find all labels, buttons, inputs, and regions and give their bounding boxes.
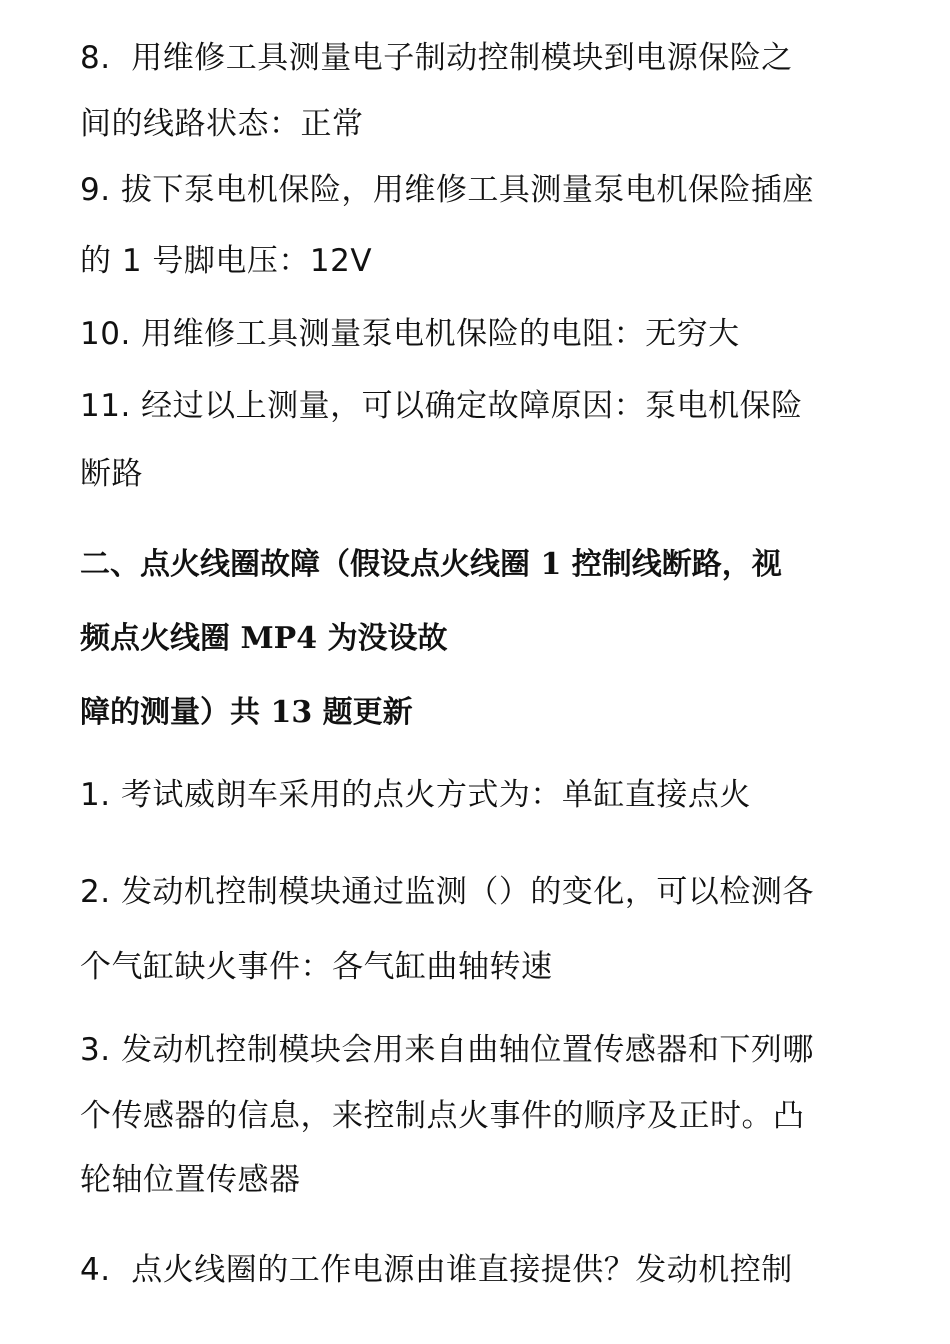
- item-text: 发动机控制模块会用来自曲轴位置传感器和下列哪: [120, 1032, 814, 1068]
- section-heading-line-2: 频点火线圈 MP4 为没设故: [80, 621, 448, 656]
- item-number: 11.: [80, 388, 131, 424]
- item-8-line-2: [80, 104, 364, 144]
- item-11-line-2: [80, 454, 143, 494]
- item-3-line-1: [80, 1030, 814, 1070]
- item-number: 4.: [80, 1252, 111, 1288]
- item-text: 用维修工具测量泵电机保险的电阻：无穷大: [141, 316, 740, 352]
- item-number: 9.: [80, 172, 111, 208]
- item-text: 断路: [80, 456, 143, 492]
- item-text: 经过以上测量，可以确定故障原因：泵电机保险: [141, 388, 803, 424]
- item-text: 拔下泵电机保险，用维修工具测量泵电机保险插座: [120, 172, 814, 208]
- section-heading-line-1: 二、点火线圈故障（假设点火线圈 1 控制线断路，视: [80, 547, 782, 582]
- item-10-line-1: [80, 314, 740, 354]
- item-3-line-2: [80, 1096, 805, 1136]
- item-1-line-1: [80, 775, 751, 815]
- item-text: 考试威朗车采用的点火方式为：单缸直接点火: [120, 777, 751, 813]
- item-text: 点火线圈的工作电源由谁直接提供？发动机控制: [131, 1252, 793, 1288]
- item-11-line-1: [80, 386, 803, 426]
- item-text: 个传感器的信息，来控制点火事件的顺序及正时。凸: [80, 1098, 805, 1134]
- item-2-line-2: [80, 947, 553, 987]
- item-number: 1.: [80, 777, 111, 813]
- item-number: 3.: [80, 1032, 111, 1068]
- item-3-line-3: [80, 1160, 301, 1200]
- item-9-line-1: [80, 170, 814, 210]
- item-text: 个气缸缺火事件：各气缸曲轴转速: [80, 949, 553, 985]
- item-2-line-1: [80, 872, 814, 912]
- item-8-line-1: [80, 38, 793, 78]
- item-text: 间的线路状态：正常: [80, 106, 364, 142]
- section-heading-line-3: 障的测量）共 13 题更新: [80, 695, 413, 730]
- item-text: 的 1 号脚电压：12V: [80, 243, 373, 279]
- item-number: 10.: [80, 316, 131, 352]
- item-number: 2.: [80, 874, 111, 910]
- item-text: 用维修工具测量电子制动控制模块到电源保险之: [131, 40, 793, 76]
- item-text: 发动机控制模块通过监测（）的变化，可以检测各: [120, 874, 814, 910]
- item-9-line-2: [80, 241, 372, 281]
- item-4-line-1: [80, 1250, 793, 1290]
- item-text: 轮轴位置传感器: [80, 1162, 301, 1198]
- item-number: 8.: [80, 40, 111, 76]
